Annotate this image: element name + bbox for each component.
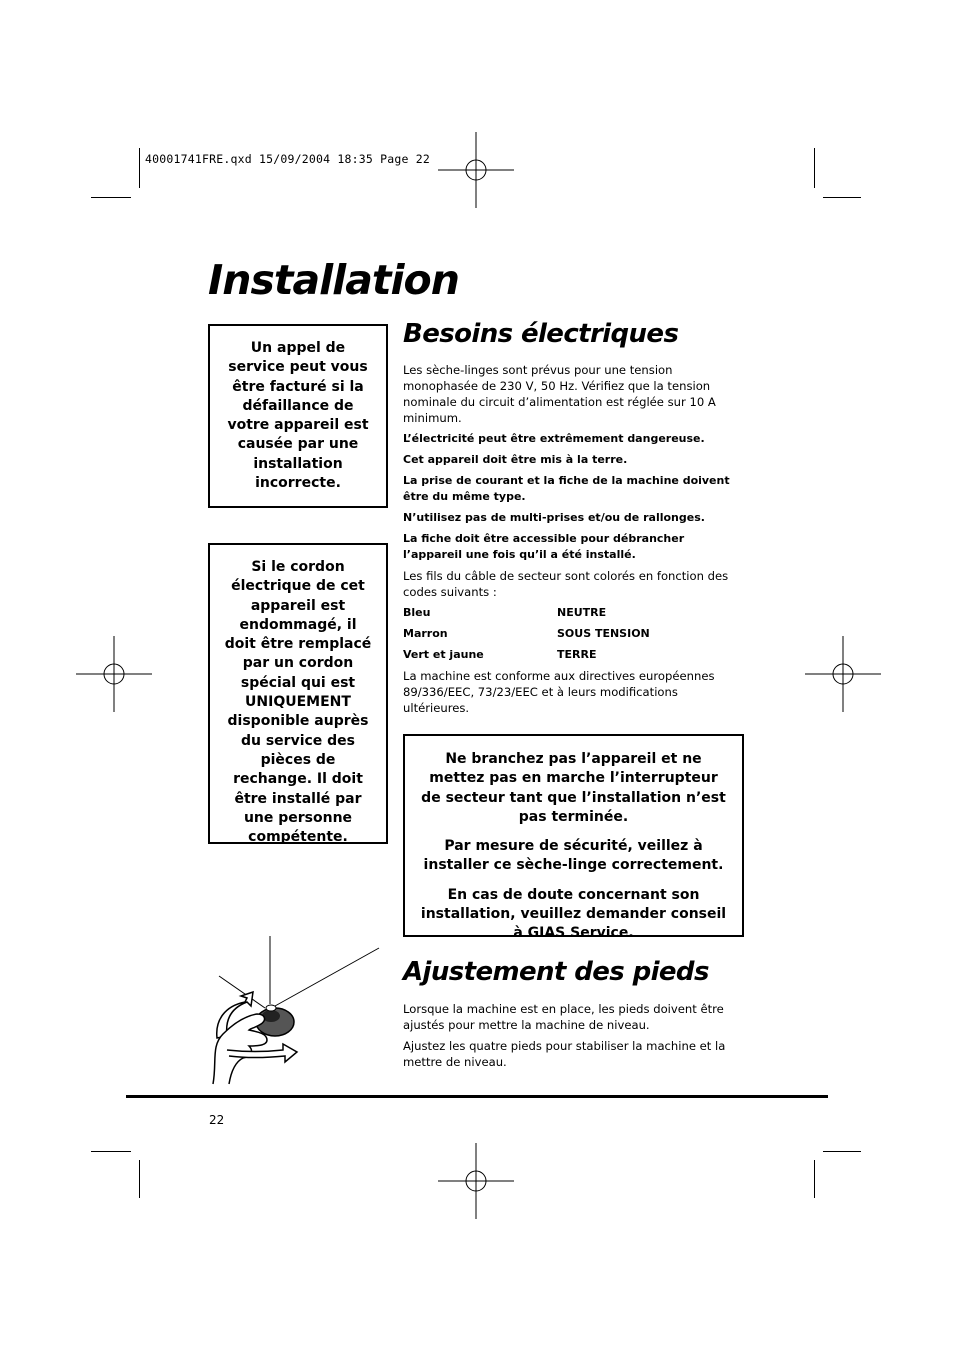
crop-mark — [139, 1160, 140, 1198]
wire-row — [403, 647, 743, 663]
crop-mark — [814, 1160, 815, 1198]
section-heading-electrical: Besoins électriques — [403, 319, 679, 349]
wire-color: Marron — [403, 627, 448, 640]
feet-paragraph: Ajustez les quatre pieds pour stabiliser la machine et la mettre de niveau. — [403, 1039, 726, 1069]
bold-note: Cet appareil doit être mis à la terre. — [403, 453, 628, 466]
electrical-intro: Les sèche-linges sont prévus pour une tension monophasée de 230 V, 50 Hz. Vérifiez que la tension nominale du circuit d’alimentation est réglée sur 10 A minimum. — [403, 363, 716, 425]
crop-mark — [814, 148, 815, 188]
warning-text: Par mesure de sécurité, veillez à installer ce sèche-linge correctement. — [423, 838, 724, 874]
wire-row — [403, 605, 743, 621]
crop-mark — [823, 1151, 861, 1152]
notice-text: Si le cordon électrique de cet appareil est endommagé, il doit être remplacé par un cordon spécial qui est UNIQUEMENT disponible auprès du service des pièces de rechange. Il doit être installé par une personne compétente. — [224, 559, 372, 846]
registration-mark-icon — [438, 1143, 514, 1219]
bold-note: La fiche doit être accessible pour débrancher l’appareil une fois qu’il a été installé. — [403, 532, 685, 561]
print-slug: 40001741FRE.qxd 15/09/2004 18:35 Page 22 — [145, 152, 430, 166]
warning-text: En cas de doute concernant son installation, veuillez demander conseil à GIAS Service. — [420, 886, 727, 942]
notice-text: Un appel de service peut vous être facturé si la défaillance de votre appareil est causée par une installation incorrecte. — [227, 340, 369, 492]
section-heading-feet: Ajustement des pieds — [403, 957, 709, 987]
crop-mark — [139, 148, 140, 188]
wire-color: Vert et jaune — [403, 648, 484, 661]
registration-mark-icon — [438, 132, 514, 208]
feet-body — [403, 1001, 743, 1075]
power-cord-notice — [208, 543, 388, 844]
registration-mark-icon — [76, 636, 152, 712]
feet-paragraph: Lorsque la machine est en place, les pieds doivent être ajustés pour mettre la machine de niveau. — [403, 1002, 724, 1032]
warning-text: Ne branchez pas l’appareil et ne mettez pas en marche l’interrupteur de secteur tant que l’installation n’est pas terminée. — [421, 751, 726, 825]
hand-adjusting-foot-icon — [205, 934, 385, 1086]
wire-role: SOUS TENSION — [557, 627, 650, 640]
page-title: Installation — [208, 256, 459, 304]
wire-role: TERRE — [557, 648, 597, 661]
wire-row — [403, 626, 743, 642]
bold-note: La prise de courant et la fiche de la machine doivent être du même type. — [403, 474, 730, 503]
crop-mark — [823, 197, 861, 198]
wire-role: NEUTRE — [557, 606, 607, 619]
conformity-text: La machine est conforme aux directives européennes 89/336/EEC, 73/23/EEC et à leurs modifications ultérieures. — [403, 669, 715, 715]
installation-warning-box — [403, 734, 744, 942]
wire-color: Bleu — [403, 606, 431, 619]
bold-note: N’utilisez pas de multi-prises et/ou de rallonges. — [403, 511, 705, 524]
electrical-body — [403, 362, 743, 721]
registration-mark-icon — [805, 636, 881, 712]
wires-intro: Les fils du câble de secteur sont colorés en fonction des codes suivants : — [403, 569, 729, 599]
bold-note: L’électricité peut être extrêmement dangereuse. — [403, 432, 705, 445]
crop-mark — [91, 197, 131, 198]
service-charge-notice — [208, 324, 388, 508]
crop-mark — [91, 1151, 131, 1152]
footer-rule — [126, 1095, 828, 1098]
page-number: 22 — [209, 1113, 225, 1127]
